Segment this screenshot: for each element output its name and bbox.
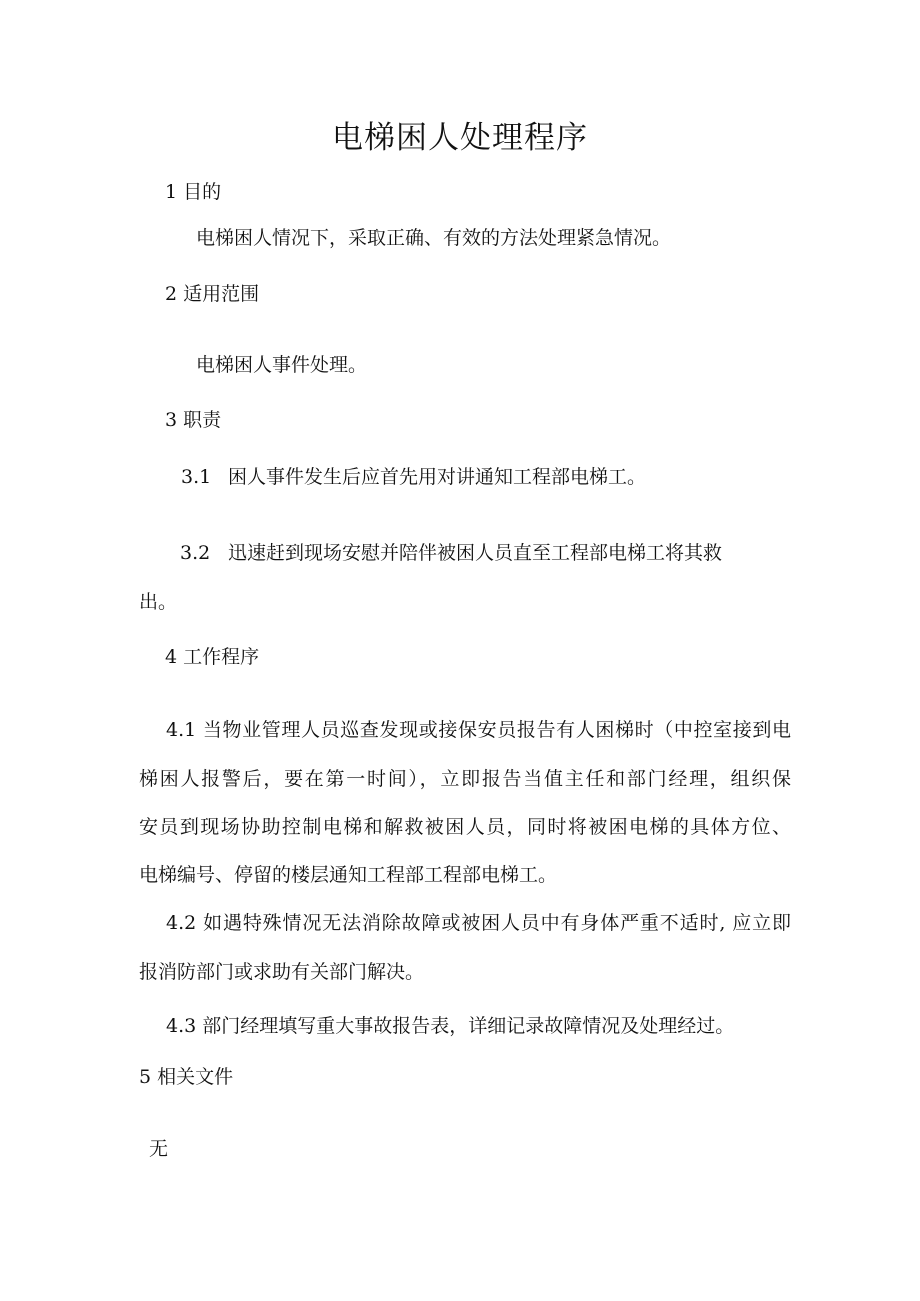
paragraph-4-1-line-4: 电梯编号、停留的楼层通知工程部工程部电梯工。 xyxy=(139,864,558,886)
item-number-3-1: 3.1 xyxy=(181,466,212,488)
section-heading-scope: 2 适用范围 xyxy=(165,283,260,305)
section-heading-procedure: 4 工作程序 xyxy=(165,646,260,668)
paragraph-4-3-line-1: 4.3 部门经理填写重大事故报告表，详细记录故障情况及处理经过。 xyxy=(166,1015,735,1037)
purpose-text: 电梯困人情况下，采取正确、有效的方法处理紧急情况。 xyxy=(196,227,672,249)
document-title: 电梯困人处理程序 xyxy=(332,120,588,156)
related-documents-text: 无 xyxy=(149,1138,169,1160)
paragraph-4-1-line-2: 梯困人报警后，要在第一时间），立即报告当值主任和部门经理，组织保 xyxy=(139,768,791,790)
scope-text: 电梯困人事件处理。 xyxy=(196,354,368,376)
paragraph-4-2-line-2: 报消防部门或求助有关部门解决。 xyxy=(139,961,425,983)
item-text-3-2-continuation: 出。 xyxy=(139,591,178,613)
section-heading-purpose: 1 目的 xyxy=(165,181,222,203)
section-heading-responsibilities: 3 职责 xyxy=(165,409,222,431)
item-number-3-2: 3.2 xyxy=(180,542,211,564)
item-text-3-1: 困人事件发生后应首先用对讲通知工程部电梯工。 xyxy=(228,466,647,488)
section-heading-related-documents: 5 相关文件 xyxy=(139,1066,234,1088)
paragraph-4-2-line-1: 4.2 如遇特殊情况无法消除故障或被困人员中有身体严重不适时, 应立即 xyxy=(166,912,791,934)
paragraph-4-1-line-1: 4.1 当物业管理人员巡查发现或接保安员报告有人困梯时（中控室接到电 xyxy=(166,719,791,741)
paragraph-4-1-line-3: 安员到现场协助控制电梯和解救被困人员，同时将被困电梯的具体方位、 xyxy=(139,816,791,838)
item-text-3-2: 迅速赶到现场安慰并陪伴被困人员直至工程部电梯工将其救 xyxy=(228,542,723,564)
